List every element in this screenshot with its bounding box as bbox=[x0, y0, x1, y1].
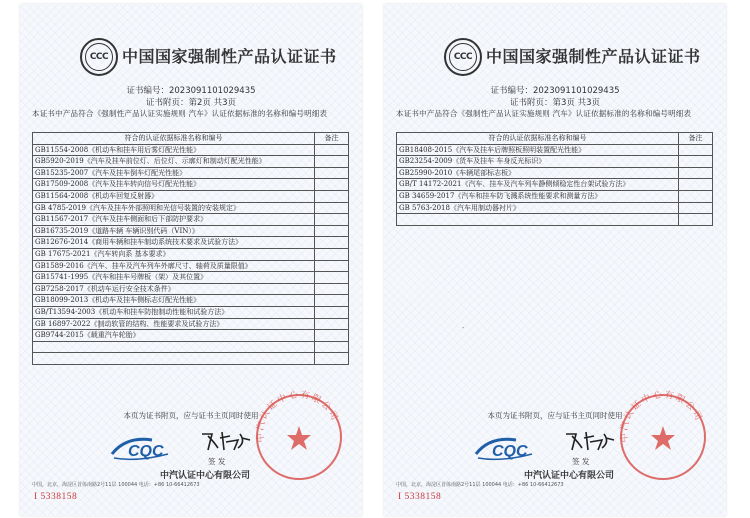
signature-text: 飞锋 bbox=[462, 328, 464, 329]
standard-code: GB 34659-2017 bbox=[399, 191, 455, 200]
standards-table bbox=[32, 132, 349, 365]
remark-cell bbox=[679, 202, 713, 214]
standard-cell bbox=[33, 144, 315, 156]
standard-name: 《汽车和挂车号牌板（架）及其位置》 bbox=[88, 273, 208, 282]
table-row bbox=[397, 214, 713, 226]
standard-name: 《汽车和挂车防飞溅系统性能要求和测量方法》 bbox=[454, 191, 602, 200]
standard-name: 《载重汽车轮胎》 bbox=[83, 331, 140, 340]
remark-cell bbox=[315, 202, 349, 214]
standard-name: 《机动车及挂车侧标志灯配光性能》 bbox=[88, 296, 201, 305]
standard-cell bbox=[397, 156, 679, 168]
remark-cell bbox=[315, 318, 349, 330]
standard-name: 《汽车用制动器衬片》 bbox=[449, 203, 520, 212]
standard-cell bbox=[397, 167, 679, 179]
remark-cell bbox=[679, 214, 713, 226]
remark-cell bbox=[679, 144, 713, 156]
standard-name: 《汽车、挂车及汽车列车静侧倾稳定性台架试验方法》 bbox=[461, 180, 630, 189]
standard-code: GB17509-2008 bbox=[35, 180, 89, 189]
table-row bbox=[397, 190, 713, 202]
organization-name: 中汽认证中心有限公司 bbox=[160, 471, 251, 481]
table-row bbox=[33, 318, 349, 330]
standard-code: GB12676-2014 bbox=[35, 238, 89, 247]
table-row bbox=[33, 283, 349, 295]
table-row bbox=[33, 353, 349, 365]
standard-cell bbox=[33, 295, 315, 307]
address-line: 中国，北京，海淀区首体南路2号11层 100044 电话：+86 10-66412673 bbox=[396, 482, 564, 488]
standard-cell bbox=[33, 330, 315, 342]
standard-code: GB15741-1995 bbox=[35, 273, 89, 282]
certificate-title: 中国国家强制性产品认证证书 bbox=[122, 47, 337, 66]
remark-cell bbox=[679, 190, 713, 202]
remark-cell bbox=[315, 272, 349, 284]
remark-cell bbox=[315, 260, 349, 272]
remark-cell bbox=[315, 167, 349, 179]
standard-name: 《汽车及挂车后牌照板照明装置配光性能》 bbox=[452, 145, 586, 154]
official-seal-icon bbox=[616, 390, 710, 484]
intro-text: 本证书中产品符合《强制性产品认证实施规则 汽车》认证依据标准的名称和编号明细表 bbox=[32, 109, 328, 118]
ccc-logo-icon bbox=[444, 38, 482, 76]
standard-code: GB 16897-2022 bbox=[35, 319, 91, 328]
standard-cell bbox=[397, 179, 679, 191]
certificate-page-3 bbox=[384, 4, 726, 516]
table-row bbox=[33, 306, 349, 318]
standard-name: 《汽车及挂车倒车灯配光性能》 bbox=[88, 168, 187, 177]
standard-cell bbox=[33, 179, 315, 191]
standards-table bbox=[396, 132, 713, 226]
table-row bbox=[33, 179, 349, 191]
standard-cell bbox=[33, 353, 315, 365]
table-row bbox=[397, 179, 713, 191]
remark-cell bbox=[315, 330, 349, 342]
standard-code: GB23254-2009 bbox=[399, 157, 453, 166]
standard-cell bbox=[33, 167, 315, 179]
signature-text: 飞锋 bbox=[98, 328, 100, 329]
standard-name: 《机动车回复反射器》 bbox=[88, 191, 159, 200]
standard-code: GB5920-2019 bbox=[35, 157, 84, 166]
page-indicator: 证书附页：第2页 共3页 bbox=[145, 98, 237, 108]
standard-code: GB11564-2008 bbox=[35, 191, 89, 200]
standard-code: GB 4785-2019 bbox=[35, 203, 86, 212]
standard-name: 《商用车辆和挂车制动系统技术要求及试验方法》 bbox=[88, 238, 243, 247]
standard-cell bbox=[33, 237, 315, 249]
standard-cell bbox=[33, 341, 315, 353]
standard-name: 《汽车及挂车转向信号灯配光性能》 bbox=[88, 180, 201, 189]
official-seal-icon bbox=[252, 390, 346, 484]
standard-name: 《汽车及挂车侧面和后下部防护要求》 bbox=[88, 215, 208, 224]
standard-code: GB16735-2019 bbox=[35, 226, 89, 235]
certificate-title: 中国国家强制性产品认证证书 bbox=[486, 47, 701, 66]
standard-name: 《机动车和挂车防抱制动性能和试验方法》 bbox=[95, 307, 229, 316]
table-row bbox=[33, 190, 349, 202]
ccc-logo-text: CCC bbox=[449, 43, 477, 71]
serial-number: I 5338158 bbox=[34, 492, 78, 502]
table-header-row bbox=[397, 133, 713, 145]
footer-note: 本页为证书附页，应与证书主页同时使用 bbox=[487, 411, 623, 420]
seal-text: 中汽认证中心有限公司 bbox=[619, 390, 704, 443]
table-row bbox=[33, 272, 349, 284]
table-row bbox=[33, 248, 349, 260]
remark-cell bbox=[315, 353, 349, 365]
remark-cell bbox=[679, 156, 713, 168]
table-row bbox=[33, 341, 349, 353]
standard-cell bbox=[33, 260, 315, 272]
serial-number: I 5338158 bbox=[398, 492, 442, 502]
header-remark: 备注 bbox=[679, 133, 713, 145]
header-standard: 符合的认证依据标准名称和编号 bbox=[33, 133, 315, 145]
remark-cell bbox=[315, 306, 349, 318]
standard-name: 《机动车和挂车用后雾灯配光性能》 bbox=[88, 145, 201, 154]
remark-cell bbox=[315, 237, 349, 249]
remark-cell bbox=[315, 179, 349, 191]
remark-cell bbox=[315, 225, 349, 237]
remark-cell bbox=[315, 190, 349, 202]
table-row bbox=[33, 167, 349, 179]
standard-code: GB11554-2008 bbox=[35, 145, 89, 154]
table-row bbox=[33, 260, 349, 272]
standard-name: 《制动软管的结构、性能要求及试验方法》 bbox=[90, 319, 224, 328]
table-row bbox=[33, 295, 349, 307]
standard-cell bbox=[397, 190, 679, 202]
standard-name: 《道路车辆 车辆识别代码（VIN）》 bbox=[88, 226, 199, 235]
page-indicator: 证书附页：第3页 共3页 bbox=[509, 98, 601, 108]
standard-code: GB25990-2010 bbox=[399, 168, 453, 177]
standard-name: 《车辆尾部标志板》 bbox=[452, 168, 516, 177]
standard-cell bbox=[33, 225, 315, 237]
standard-name: 《汽车及挂车前位灯、后位灯、示廓灯和制动灯配光性能》 bbox=[83, 157, 266, 166]
table-row bbox=[33, 144, 349, 156]
standard-code: GB18099-2013 bbox=[35, 296, 89, 305]
standard-name: 《机动车运行安全技术条件》 bbox=[83, 284, 175, 293]
standard-code: GB15235-2007 bbox=[35, 168, 89, 177]
intro-text: 本证书中产品符合《强制性产品认证实施规则 汽车》认证依据标准的名称和编号明细表 bbox=[396, 109, 692, 118]
ccc-logo-text: CCC bbox=[85, 43, 113, 71]
header-standard: 符合的认证依据标准名称和编号 bbox=[397, 133, 679, 145]
address-line: 中国，北京，海淀区首体南路2号11层 100044 电话：+86 10-66412673 bbox=[32, 482, 200, 488]
standard-code: GB/T13594-2003 bbox=[35, 307, 96, 316]
remark-cell bbox=[315, 214, 349, 226]
standard-cell bbox=[33, 318, 315, 330]
sign-label: 签 发 bbox=[572, 457, 590, 466]
standard-cell bbox=[33, 248, 315, 260]
remark-cell bbox=[679, 179, 713, 191]
remark-cell bbox=[679, 167, 713, 179]
table-row bbox=[33, 214, 349, 226]
standard-code: GB 17675-2021 bbox=[35, 249, 91, 258]
certificate-page-2 bbox=[20, 4, 362, 516]
footer-note: 本页为证书附页，应与证书主页同时使用 bbox=[123, 411, 259, 420]
standard-cell bbox=[33, 306, 315, 318]
standard-cell bbox=[33, 283, 315, 295]
standard-cell bbox=[33, 272, 315, 284]
table-row bbox=[33, 156, 349, 168]
standard-cell bbox=[33, 156, 315, 168]
standard-code: GB7258-2017 bbox=[35, 284, 84, 293]
header-remark: 备注 bbox=[315, 133, 349, 145]
table-row bbox=[33, 330, 349, 342]
standard-cell bbox=[33, 202, 315, 214]
standard-name: 《汽车、挂车及汽车列车外廓尺寸、轴荷及质量限值》 bbox=[83, 261, 252, 270]
standard-cell bbox=[33, 214, 315, 226]
seal-text: 中汽认证中心有限公司 bbox=[255, 390, 340, 443]
table-row bbox=[33, 237, 349, 249]
standard-cell bbox=[397, 202, 679, 214]
remark-cell bbox=[315, 341, 349, 353]
standard-name: 《货车及挂车 车身反光标识》 bbox=[452, 157, 546, 166]
table-row bbox=[397, 144, 713, 156]
table-header-row bbox=[33, 133, 349, 145]
standard-code: GB 5763-2018 bbox=[399, 203, 450, 212]
standard-code: GB1589-2016 bbox=[35, 261, 84, 270]
standard-code: GB9744-2015 bbox=[35, 331, 84, 340]
standard-code: GB18408-2015 bbox=[399, 145, 453, 154]
certificate-number: 证书编号：2023091101029435 bbox=[490, 86, 620, 96]
remark-cell bbox=[315, 144, 349, 156]
standard-cell bbox=[397, 214, 679, 226]
remark-cell bbox=[315, 156, 349, 168]
cqc-logo-text: CQC bbox=[492, 443, 528, 460]
cqc-logo-icon bbox=[472, 432, 552, 466]
standard-cell bbox=[33, 190, 315, 202]
remark-cell bbox=[315, 283, 349, 295]
certificate-number: 证书编号：2023091101029435 bbox=[126, 86, 256, 96]
cqc-logo-text: CQC bbox=[128, 443, 164, 460]
table-row bbox=[397, 156, 713, 168]
cqc-logo-icon bbox=[108, 432, 188, 466]
ccc-logo-icon bbox=[80, 38, 118, 76]
standard-code: GB/T 14172-2021 bbox=[399, 180, 462, 189]
standard-name: 《汽车转向系 基本要求》 bbox=[90, 249, 170, 258]
remark-cell bbox=[315, 248, 349, 260]
organization-name: 中汽认证中心有限公司 bbox=[524, 471, 615, 481]
table-row bbox=[33, 225, 349, 237]
standard-code: GB11567-2017 bbox=[35, 215, 89, 224]
sign-label: 签 发 bbox=[208, 457, 226, 466]
standard-name: 《汽车及挂车外部照明和光信号装置的安装规定》 bbox=[85, 203, 240, 212]
table-row bbox=[397, 202, 713, 214]
table-row bbox=[397, 167, 713, 179]
remark-cell bbox=[315, 295, 349, 307]
standard-cell bbox=[397, 144, 679, 156]
table-row bbox=[33, 202, 349, 214]
